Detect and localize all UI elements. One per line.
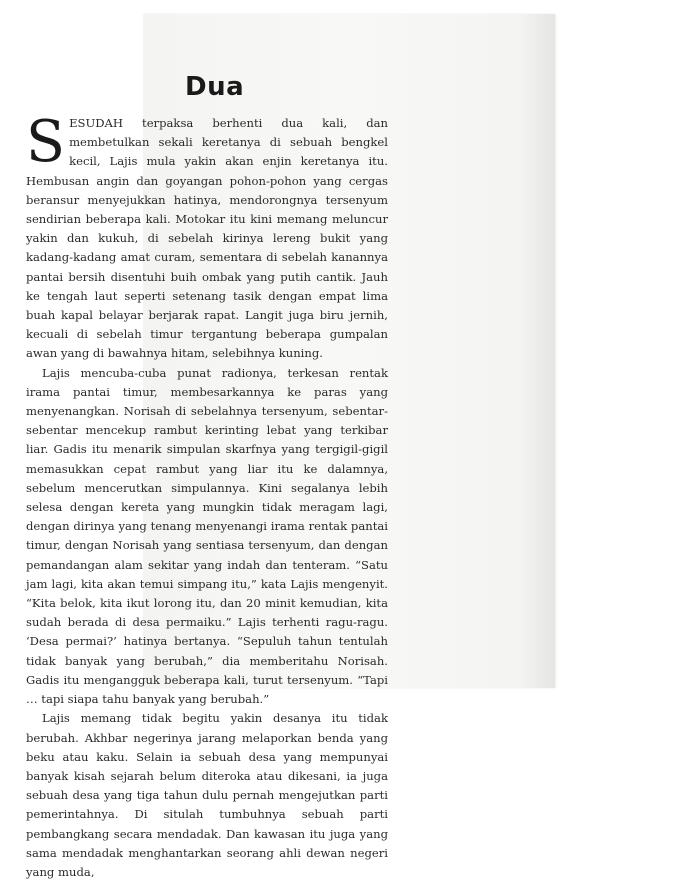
chapter-title: Dua: [185, 72, 245, 103]
paragraph-1: [26, 109, 388, 364]
chapter-body: [26, 109, 388, 882]
paragraph-1-text: ESUDAH terpaksa berhenti dua kali, dan membetulkan sekali keretanya di sebuah bengkel kecil, Lajis mula yakin akan enjin keretanya itu. Hembusan angin dan goyangan pohon-pohon yang cergas beransur menyejukkan hatinya, mendorongnya tersenyum sendirian beberapa kali. Motokar itu kini memang meluncur yakin dan kukuh, di sebelah kirinya lereng bukit yang kadang-kadang amat curam, sementara di sebelah kanannya pantai bersih disentuhi buih ombak yang putih cantik. Jauh ke tengah laut seperti setenang tasik dengan empat lima buah kapal belayar berjarak rapat. Langit juga biru jernih, kecuali di sebelah timur tergantung beberapa gumpalan awan yang di bawahnya hitam, selebihnya kuning.: [26, 116, 388, 361]
paragraph-3: Lajis memang tidak begitu yakin desanya itu tidak berubah. Akhbar negerinya jarang melaporkan benda yang beku atau kaku. Selain ia sebuah desa yang mempunyai banyak kisah sejarah belum diteroka atau dikesani, ia juga sebuah desa yang tiga tahun dulu pernah mengejutkan parti pemerintahnya. Di situlah tumbuhnya sebuah parti pembangkang secara mendadak. Dan kawasan itu juga yang sama mendadak menghantarkan seorang ahli dewan negeri yang muda,: [26, 711, 388, 879]
drop-cap: S: [26, 109, 66, 175]
paragraph-2: Lajis mencuba-cuba punat radionya, terkesan rentak irama pantai timur, membesarkannya ke paras yang menyenangkan. Norisah di sebelahnya tersenyum, sebentar-sebentar mencekup rambut kerinting lebat yang terkibar liar. Gadis itu menarik simpulan skarfnya yang tergigil-gigil memasukkan cepat rambut yang liar itu ke dalamnya, sebelum mencerutkan simpulannya. Kini segalanya lebih selesa dengan kereta yang mungkin tidak meragam lagi, dengan dirinya yang tenang menyenangi irama rentak pantai timur, dengan Norisah yang sentiasa tersenyum, dan dengan pemandangan alam sekitar yang indah dan tenteram. “Satu jam lagi, kita akan temui simpang itu,” kata Lajis mengenyit. “Kita belok, kita ikut lorong itu, dan 20 minit kemudian, kita sudah berada di desa permaiku.” Lajis terhenti ragu-ragu. ‘Desa permai?’ hatinya bertanya. “Sepuluh tahun tentulah tidak banyak yang berubah,” dia memberitahu Norisah. Gadis itu mengangguk beberapa kali, turut tersenyum. “Tapi … tapi siapa tahu banyak yang berubah.”: [26, 365, 388, 707]
